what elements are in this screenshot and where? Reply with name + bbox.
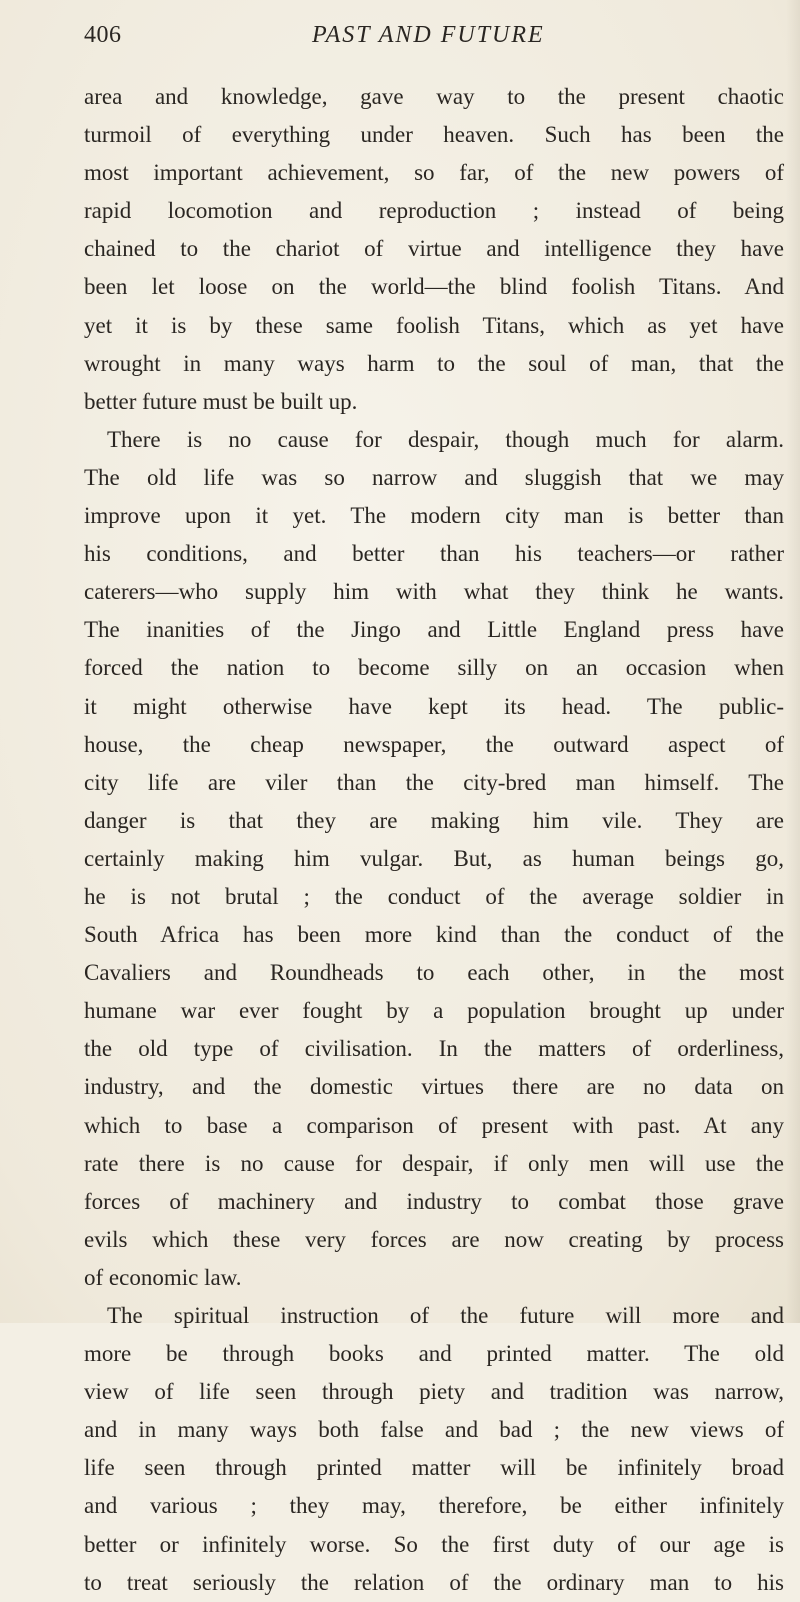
text-line: city life are viler than the city-bred man himself. The <box>84 769 784 795</box>
text-line: it might otherwise have kept its head. The public- <box>84 693 784 719</box>
text-line: and in many ways both false and bad ; the new views of <box>84 1417 784 1443</box>
text-line: wrought in many ways harm to the soul of man, that the <box>84 350 784 376</box>
text-line: certainly making him vulgar. But, as human beings go, <box>84 845 784 871</box>
text-line: rapid locomotion and reproduction ; instead of being <box>84 198 784 224</box>
text-line: forced the nation to become silly on an occasion when <box>84 655 784 681</box>
text-line: his conditions, and better than his teachers—or rather <box>84 541 784 567</box>
text-line: South Africa has been more kind than the conduct of the <box>84 922 784 948</box>
text-line: the old type of civilisation. In the matters of orderliness, <box>84 1036 784 1062</box>
text-line: view of life seen through piety and tradition was narrow, <box>84 1379 784 1405</box>
text-line: life seen through printed matter will be infinitely broad <box>84 1455 784 1481</box>
body-text <box>84 78 784 1602</box>
paragraph <box>84 78 784 421</box>
text-line: humane war ever fought by a population brought up under <box>84 998 784 1024</box>
paragraph <box>84 1297 784 1602</box>
text-line: chained to the chariot of virtue and intelligence they have <box>84 236 784 262</box>
text-line: turmoil of everything under heaven. Such has been the <box>84 122 784 148</box>
text-line: house, the cheap newspaper, the outward aspect of <box>84 731 784 757</box>
text-line: The inanities of the Jingo and Little England press have <box>84 617 784 643</box>
text-line: to treat seriously the relation of the ordinary man to his <box>84 1569 784 1595</box>
running-title: PAST AND FUTURE <box>312 22 545 48</box>
text-line: area and knowledge, gave way to the present chaotic <box>84 84 784 109</box>
text-line: industry, and the domestic virtues there are no data on <box>84 1074 784 1100</box>
text-line: There is no cause for despair, though much for alarm. <box>107 426 784 452</box>
text-line: The old life was so narrow and sluggish that we may <box>84 464 784 490</box>
text-line: forces of machinery and industry to combat those grave <box>84 1188 784 1214</box>
running-head <box>84 14 784 54</box>
text-line: rate there is no cause for despair, if only men will use the <box>84 1150 784 1176</box>
text-line: evils which these very forces are now creating by process <box>84 1226 784 1252</box>
page-edge-shadow <box>786 0 800 1323</box>
paragraph <box>84 421 784 1297</box>
text-line: yet it is by these same foolish Titans, which as yet have <box>84 312 784 338</box>
text-line: caterers—who supply him with what they think he wants. <box>84 579 784 605</box>
text-line: more be through books and printed matter. The old <box>84 1341 784 1367</box>
text-line: better future must be built up. <box>84 388 358 414</box>
text-line: which to base a comparison of present with past. At any <box>84 1112 784 1138</box>
text-line: of economic law. <box>84 1264 242 1290</box>
text-line: most important achievement, so far, of the new powers of <box>84 160 784 186</box>
text-line: improve upon it yet. The modern city man is better than <box>84 503 784 529</box>
text-line: Cavaliers and Roundheads to each other, in the most <box>84 960 784 986</box>
text-line: danger is that they are making him vile. They are <box>84 807 784 833</box>
text-line: better or infinitely worse. So the first duty of our age is <box>84 1531 784 1557</box>
page-number: 406 <box>84 22 122 48</box>
text-line: he is not brutal ; the conduct of the average soldier in <box>84 883 784 909</box>
text-line: been let loose on the world—the blind foolish Titans. And <box>84 274 784 300</box>
text-line: and various ; they may, therefore, be either infinitely <box>84 1493 784 1519</box>
text-line: The spiritual instruction of the future will more and <box>107 1303 784 1328</box>
